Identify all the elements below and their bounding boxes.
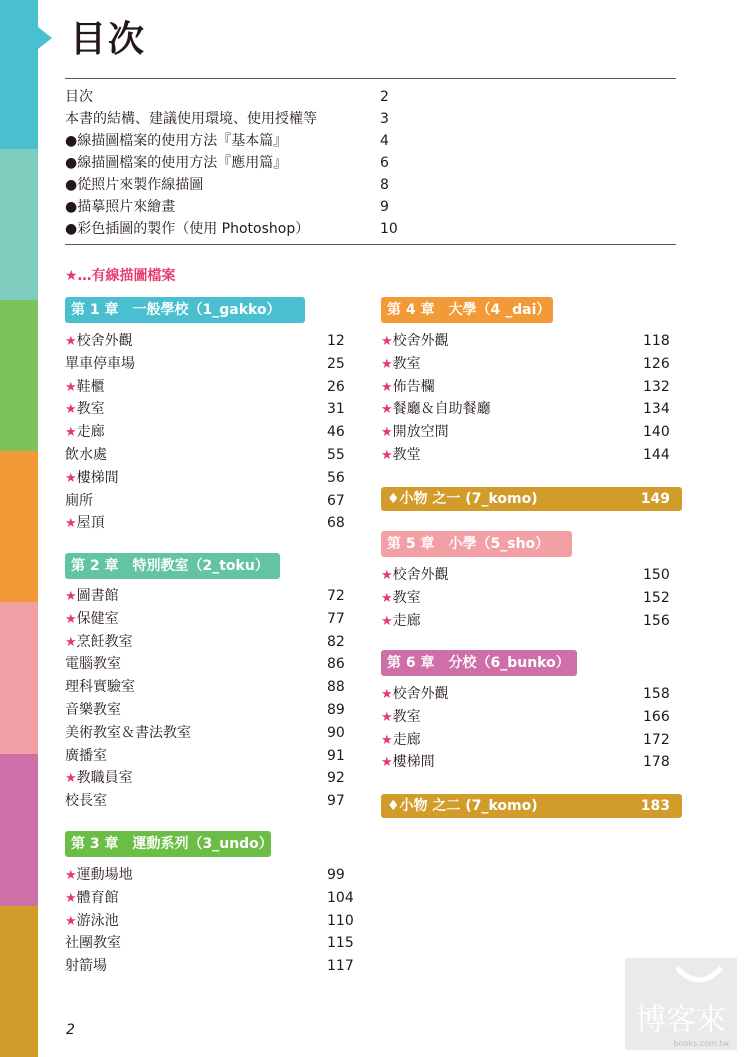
entry-label: 校舍外觀: [392, 686, 449, 702]
page-number: 2: [66, 1022, 75, 1038]
entry-page: 172: [643, 731, 670, 748]
toc-entry[interactable]: [65, 653, 351, 676]
toc-entry[interactable]: [381, 610, 670, 633]
strip-band-4: [0, 451, 38, 602]
entry-page: 99: [327, 867, 345, 883]
entry-page: 97: [327, 793, 345, 810]
misc-bar-1-page: 149: [640, 491, 670, 507]
chapter-6-list: [381, 683, 670, 774]
strip-band-6: [0, 754, 38, 906]
entry-label: 社團教室: [65, 935, 121, 952]
chapter-1-list: [65, 330, 351, 535]
chapter-3-list: [65, 864, 354, 978]
entry-page: 77: [327, 610, 345, 627]
toc-entry[interactable]: [65, 631, 351, 654]
toc-entry[interactable]: [65, 932, 354, 955]
entry-page: 91: [327, 747, 345, 764]
toc-entry[interactable]: [65, 585, 351, 608]
chapter-1-header[interactable]: 第 1 章 一般學校（1_gakko）: [65, 297, 305, 323]
intro-page: 8: [380, 177, 389, 193]
star-icon: ★: [381, 402, 393, 418]
entry-page: 72: [327, 588, 345, 604]
entry-page: 46: [327, 424, 345, 441]
entry-page: 25: [327, 355, 345, 372]
entry-label: 校舍外觀: [392, 333, 449, 349]
entry-page: 68: [327, 515, 345, 532]
chapter-4-list: [381, 330, 670, 467]
entry-page: 156: [643, 612, 670, 629]
star-icon: ★: [65, 913, 77, 929]
entry-page: 178: [643, 754, 670, 771]
entry-label: 教職員室: [76, 770, 133, 787]
star-icon: ★: [65, 516, 77, 532]
intro-page: 3: [380, 111, 389, 127]
entry-label: 開放空間: [392, 424, 449, 441]
entry-label: 飲水處: [65, 446, 107, 463]
entry-page: 12: [327, 333, 345, 349]
toc-entry[interactable]: [381, 729, 670, 752]
entry-label: 教室: [392, 708, 421, 725]
page-title: 目次: [70, 19, 147, 60]
entry-page: 166: [643, 708, 670, 725]
star-icon: ★: [381, 755, 393, 771]
intro-row[interactable]: [65, 130, 405, 152]
star-icon: ★: [65, 425, 77, 441]
toc-entry[interactable]: [65, 467, 351, 490]
strip-band-5: [0, 602, 38, 754]
intro-row[interactable]: [65, 152, 405, 174]
toc-entry[interactable]: [65, 376, 351, 399]
toc-entry[interactable]: [381, 706, 670, 729]
entry-label: 教堂: [392, 446, 421, 463]
star-icon: ★: [381, 613, 393, 629]
misc-bar-1[interactable]: [381, 487, 682, 511]
entry-label: 游泳池: [76, 912, 119, 929]
intro-page: 10: [380, 221, 398, 237]
toc-entry[interactable]: [65, 864, 351, 887]
misc-bar-2-page: 183: [640, 798, 670, 814]
intro-page: 6: [380, 155, 389, 171]
star-icon: ★: [381, 732, 393, 748]
entry-page: 134: [643, 401, 670, 418]
toc-entry[interactable]: [65, 490, 351, 513]
entry-page: 150: [643, 567, 670, 583]
strip-band-1: [0, 0, 38, 149]
toc-entry[interactable]: [65, 512, 351, 535]
entry-page: 56: [327, 469, 345, 486]
toc-entry[interactable]: [65, 353, 351, 376]
toc-entry[interactable]: [381, 564, 670, 587]
entry-page: 132: [643, 378, 670, 395]
intro-page: 9: [380, 199, 389, 215]
watermark-logo: [625, 958, 737, 1050]
star-icon: ★: [65, 771, 77, 787]
entry-label: 教室: [392, 589, 421, 606]
intro-label: 本書的結構、建議使用環境、使用授權等: [65, 111, 317, 127]
star-icon: ★: [65, 634, 77, 650]
toc-entry[interactable]: [381, 330, 670, 353]
toc-entry[interactable]: [381, 444, 670, 467]
strip-band-7: [0, 906, 38, 1057]
entry-page: 31: [327, 401, 345, 418]
misc-bar-2[interactable]: [381, 794, 682, 818]
intro-page: 4: [380, 133, 389, 149]
toc-entry[interactable]: [65, 790, 351, 813]
strip-band-3: [0, 300, 38, 451]
toc-entry[interactable]: [65, 955, 354, 978]
mid-rule: [65, 244, 676, 245]
star-icon: ★: [381, 334, 393, 349]
entry-label: 教室: [76, 401, 105, 418]
entry-label: 校舍外觀: [392, 567, 449, 583]
entry-label: 走廊: [392, 612, 421, 629]
intro-row[interactable]: [65, 108, 405, 130]
toc-entry[interactable]: [381, 353, 670, 376]
chapter-5-header[interactable]: 第 5 章 小學（5_sho）: [381, 531, 572, 557]
entry-page: 92: [327, 770, 345, 787]
toc-entry[interactable]: [65, 676, 351, 699]
entry-label: 體育館: [76, 889, 119, 906]
entry-page: 126: [643, 355, 670, 372]
toc-entry[interactable]: [65, 699, 351, 722]
intro-list: [65, 86, 405, 240]
entry-label: 電腦教室: [65, 656, 121, 673]
legend: ★…有線描圖檔案: [65, 268, 176, 284]
star-icon: ★: [65, 402, 77, 418]
chapter-3-header[interactable]: 第 3 章 運動系列（3_undo）: [65, 831, 271, 857]
entry-label: 走廊: [76, 424, 105, 441]
star-icon: ★: [65, 868, 77, 883]
entry-page: 158: [643, 686, 670, 702]
entry-page: 67: [327, 492, 345, 509]
toc-entry[interactable]: [65, 910, 354, 933]
toc-entry[interactable]: [381, 376, 670, 399]
intro-label: 目次: [65, 89, 93, 105]
entry-label: 教室: [392, 355, 421, 372]
toc-entry[interactable]: [381, 683, 670, 706]
chapter-6-header[interactable]: 第 6 章 分校（6_bunko）: [381, 650, 577, 676]
toc-entry[interactable]: [65, 608, 351, 631]
star-icon: ★: [381, 447, 393, 463]
toc-entry[interactable]: [381, 587, 670, 610]
entry-label: 保健室: [76, 610, 119, 627]
toc-entry[interactable]: [65, 745, 351, 768]
intro-row[interactable]: [65, 174, 405, 196]
toc-entry[interactable]: [65, 444, 351, 467]
entry-page: 118: [643, 333, 670, 349]
entry-page: 140: [643, 424, 670, 441]
star-icon: ★: [65, 589, 77, 604]
toc-entry[interactable]: [381, 421, 670, 444]
toc-entry[interactable]: [65, 722, 351, 745]
star-icon: ★: [381, 379, 393, 395]
entry-page: 152: [643, 589, 670, 606]
entry-label: 餐廳＆自助餐廳: [392, 401, 491, 418]
title-arrow-icon: [38, 27, 52, 49]
entry-label: 佈告欄: [392, 378, 435, 395]
star-icon: ★: [381, 568, 393, 583]
intro-label: ●彩色插圖的製作（使用 Photoshop）: [65, 221, 310, 237]
watermark-url: books.com.tw: [673, 1039, 729, 1048]
entry-page: 110: [327, 912, 354, 929]
intro-page: 2: [380, 89, 389, 105]
entry-label: 射箭場: [65, 958, 107, 975]
entry-label: 烹飪教室: [76, 633, 133, 650]
intro-row[interactable]: [65, 218, 405, 240]
entry-page: 82: [327, 633, 345, 650]
toc-entry[interactable]: [65, 767, 351, 790]
toc-entry[interactable]: [65, 887, 354, 910]
misc-bar-1-label: ♦小物 之一 (7_komo): [387, 491, 538, 507]
entry-page: 89: [327, 701, 345, 718]
entry-page: 88: [327, 679, 345, 696]
entry-label: 鞋櫃: [76, 378, 105, 395]
watermark-brand: 博客來: [636, 1003, 726, 1038]
entry-label: 美術教室＆書法教室: [65, 724, 191, 741]
entry-label: 圖書館: [76, 588, 119, 604]
misc-bar-2-label: ♦小物 之二 (7_komo): [387, 798, 538, 814]
star-icon: ★: [65, 611, 77, 627]
toc-entry[interactable]: [381, 751, 670, 774]
toc-entry[interactable]: [65, 330, 351, 353]
star-icon: ★: [381, 687, 393, 702]
entry-page: 104: [327, 889, 354, 906]
chapter-5-list: [381, 564, 670, 632]
entry-page: 115: [327, 935, 354, 952]
entry-page: 117: [327, 958, 354, 975]
star-icon: ★: [381, 709, 393, 725]
entry-label: 廣播室: [65, 747, 107, 764]
intro-label: ●從照片來製作線描圖: [65, 177, 204, 193]
toc-entry[interactable]: [65, 421, 351, 444]
entry-label: 樓梯間: [76, 469, 119, 486]
intro-label: ●線描圖檔案的使用方法『應用篇』: [65, 155, 288, 171]
star-icon: ★: [381, 590, 393, 606]
star-icon: ★: [65, 470, 77, 486]
entry-label: 校舍外觀: [76, 333, 133, 349]
entry-page: 26: [327, 378, 345, 395]
chapter-4-header[interactable]: 第 4 章 大學（4 _dai）: [381, 297, 553, 323]
toc-entry[interactable]: [381, 398, 670, 421]
star-icon: ★: [65, 334, 77, 349]
chapter-2-list: [65, 585, 351, 813]
star-icon: ★: [381, 356, 393, 372]
intro-row[interactable]: [65, 196, 405, 218]
entry-label: 走廊: [392, 731, 421, 748]
star-icon: ★: [381, 425, 393, 441]
chapter-2-header[interactable]: 第 2 章 特別教室（2_toku）: [65, 553, 280, 579]
entry-label: 音樂教室: [65, 701, 121, 718]
intro-row[interactable]: [65, 86, 405, 108]
entry-label: 運動場地: [76, 867, 133, 883]
entry-page: 144: [643, 446, 670, 463]
star-icon: ★: [65, 890, 77, 906]
intro-label: ●描摹照片來繪畫: [65, 199, 176, 215]
color-strip: [0, 0, 38, 1057]
strip-band-2: [0, 149, 38, 300]
entry-label: 校長室: [65, 793, 107, 810]
star-icon: ★: [65, 379, 77, 395]
top-rule: [65, 78, 676, 79]
entry-label: 樓梯間: [392, 754, 435, 771]
entry-label: 廁所: [65, 492, 93, 509]
entry-page: 90: [327, 724, 345, 741]
toc-entry[interactable]: [65, 398, 351, 421]
entry-label: 屋頂: [76, 515, 105, 532]
entry-page: 86: [327, 656, 345, 673]
entry-label: 理科實驗室: [65, 679, 135, 696]
entry-page: 55: [327, 446, 345, 463]
intro-label: ●線描圖檔案的使用方法『基本篇』: [65, 133, 288, 149]
entry-label: 單車停車場: [65, 355, 135, 372]
